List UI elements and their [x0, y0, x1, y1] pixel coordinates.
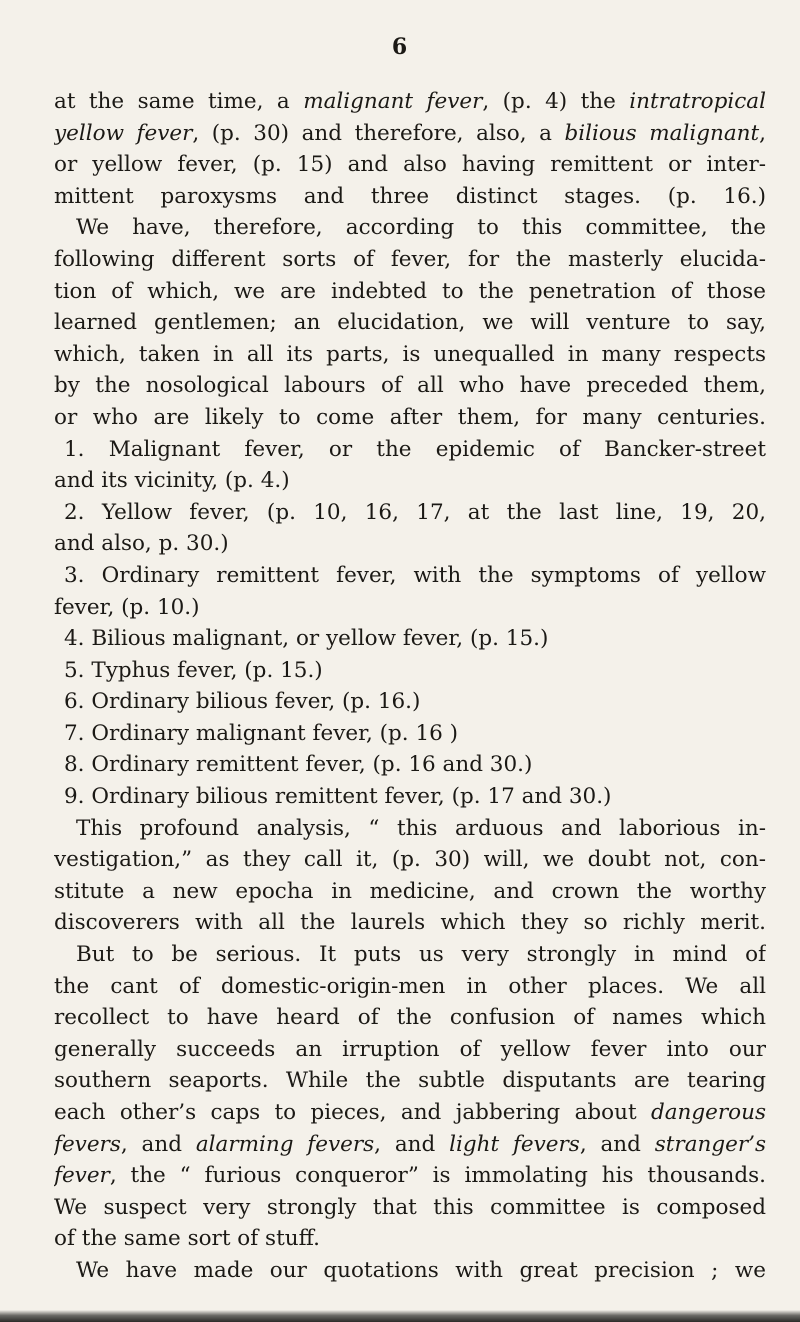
text-line	[54, 1192, 766, 1224]
text-span: mittent paroxysms and three distinct stages. (p. 16.)	[54, 183, 766, 209]
text-line	[54, 592, 766, 624]
italic-text: alarming fevers	[195, 1131, 375, 1157]
text-line	[54, 212, 766, 244]
text-span: by the nosological labours of all who have preceded them,	[54, 373, 766, 399]
text-line	[54, 370, 766, 402]
text-span: , and	[120, 1131, 196, 1157]
text-span: of the same sort of stuff.	[54, 1226, 320, 1252]
text-span: 3. Ordinary remittent fever, with the symptoms of yellow	[64, 562, 766, 588]
text-line	[54, 1002, 766, 1034]
text-span: But to be serious. It puts us very strongly in mind of	[76, 942, 766, 968]
text-span: 2. Yellow fever, (p. 10, 16, 17, at the last line, 19, 20,	[64, 499, 766, 525]
text-line	[54, 939, 766, 971]
text-line	[54, 1223, 766, 1255]
italic-text: bilious malignant	[564, 120, 760, 146]
text-line	[54, 434, 766, 466]
text-line	[54, 718, 766, 750]
text-span: , the “ furious conqueror” is immolating his thousands.	[109, 1163, 766, 1189]
text-span: or yellow fever, (p. 15) and also having remittent or inter-	[54, 152, 766, 178]
text-line	[54, 623, 766, 655]
text-span: discoverers with all the laurels which they so richly merit.	[54, 910, 766, 936]
text-span: and also, p. 30.)	[54, 531, 229, 557]
text-span: recollect to have heard of the confusion of names which	[54, 1005, 766, 1031]
text-span: tion of which, we are indebted to the penetration of those	[54, 278, 766, 304]
text-line	[54, 402, 766, 434]
text-line	[54, 844, 766, 876]
text-span: at the same time, a	[54, 89, 304, 114]
text-span: 6. Ordinary bilious fever, (p. 16.)	[64, 689, 421, 715]
text-span: each other’s caps to pieces, and jabbering about	[54, 1100, 651, 1125]
text-span: ,	[759, 120, 766, 146]
text-span: , (p. 30) and therefore, also, a	[192, 120, 565, 146]
text-span: fever, (p. 10.)	[54, 594, 200, 620]
text-line	[54, 244, 766, 276]
text-line	[54, 1255, 766, 1287]
text-line	[54, 876, 766, 908]
text-span: stitute a new epocha in medicine, and crown the worthy	[54, 878, 766, 904]
text-span: This profound analysis, “ this arduous and laborious in-	[76, 815, 766, 841]
text-line	[54, 1097, 766, 1129]
body-text	[54, 86, 766, 1287]
text-span: the cant of domestic-origin-men in other places. We all	[54, 973, 766, 999]
text-line	[54, 339, 766, 371]
text-line	[54, 971, 766, 1003]
text-span: vestigation,” as they call it, (p. 30) will, we doubt not, con-	[54, 847, 766, 873]
text-line	[54, 1034, 766, 1066]
italic-text: light fevers	[449, 1131, 580, 1157]
text-span: , (p. 4) the	[482, 89, 630, 114]
text-line	[54, 465, 766, 497]
italic-text: yellow fever	[54, 120, 193, 146]
text-span: southern seaports. While the subtle disputants are tearing	[54, 1068, 766, 1094]
text-span: following different sorts of fever, for the masterly elucida-	[54, 246, 766, 272]
text-span: We suspect very strongly that this committee is composed	[54, 1194, 766, 1220]
text-span: 5. Typhus fever, (p. 15.)	[64, 657, 323, 683]
page-number: 6	[391, 34, 409, 60]
text-span: 7. Ordinary malignant fever, (p. 16 )	[64, 720, 459, 746]
text-line	[54, 686, 766, 718]
italic-text: fevers	[54, 1131, 121, 1157]
italic-text: fever	[54, 1163, 110, 1189]
text-span: learned gentlemen; an elucidation, we will venture to say,	[54, 310, 766, 336]
text-line	[54, 1129, 766, 1161]
italic-text: dangerous	[650, 1100, 766, 1125]
text-span: We have made our quotations with great precision ; we	[76, 1257, 766, 1283]
text-span: which, taken in all its parts, is unequalled in many respects	[54, 341, 766, 367]
text-span: , and	[579, 1131, 655, 1157]
text-line	[54, 528, 766, 560]
text-span: 1. Malignant fever, or the epidemic of Bancker-street	[64, 436, 766, 462]
text-line	[54, 560, 766, 592]
text-span: 4. Bilious malignant, or yellow fever, (p. 15.)	[64, 626, 549, 652]
italic-text: intratropical	[629, 89, 766, 114]
text-line	[54, 149, 766, 181]
text-line	[54, 907, 766, 939]
text-line	[54, 276, 766, 308]
text-line	[54, 497, 766, 529]
text-span: 8. Ordinary remittent fever, (p. 16 and 30.)	[64, 752, 533, 778]
text-span: , and	[374, 1131, 450, 1157]
text-line	[54, 86, 766, 118]
text-span: or who are likely to come after them, for many centuries.	[54, 404, 766, 430]
text-span: generally succeeds an irruption of yellow fever into our	[54, 1036, 766, 1062]
page-bottom-edge	[0, 1310, 800, 1322]
text-line	[54, 1160, 766, 1192]
text-line	[54, 655, 766, 687]
text-line	[54, 781, 766, 813]
text-line	[54, 307, 766, 339]
text-line	[54, 181, 766, 213]
text-line	[54, 813, 766, 845]
text-span: and its vicinity, (p. 4.)	[54, 468, 290, 494]
italic-text: malignant fever	[303, 89, 483, 114]
italic-text: stranger’s	[654, 1131, 766, 1157]
text-span: We have, therefore, according to this committee, the	[76, 215, 766, 241]
text-line	[54, 749, 766, 781]
text-line	[54, 1065, 766, 1097]
text-line	[54, 118, 766, 150]
text-span: 9. Ordinary bilious remittent fever, (p. 17 and 30.)	[64, 784, 612, 810]
